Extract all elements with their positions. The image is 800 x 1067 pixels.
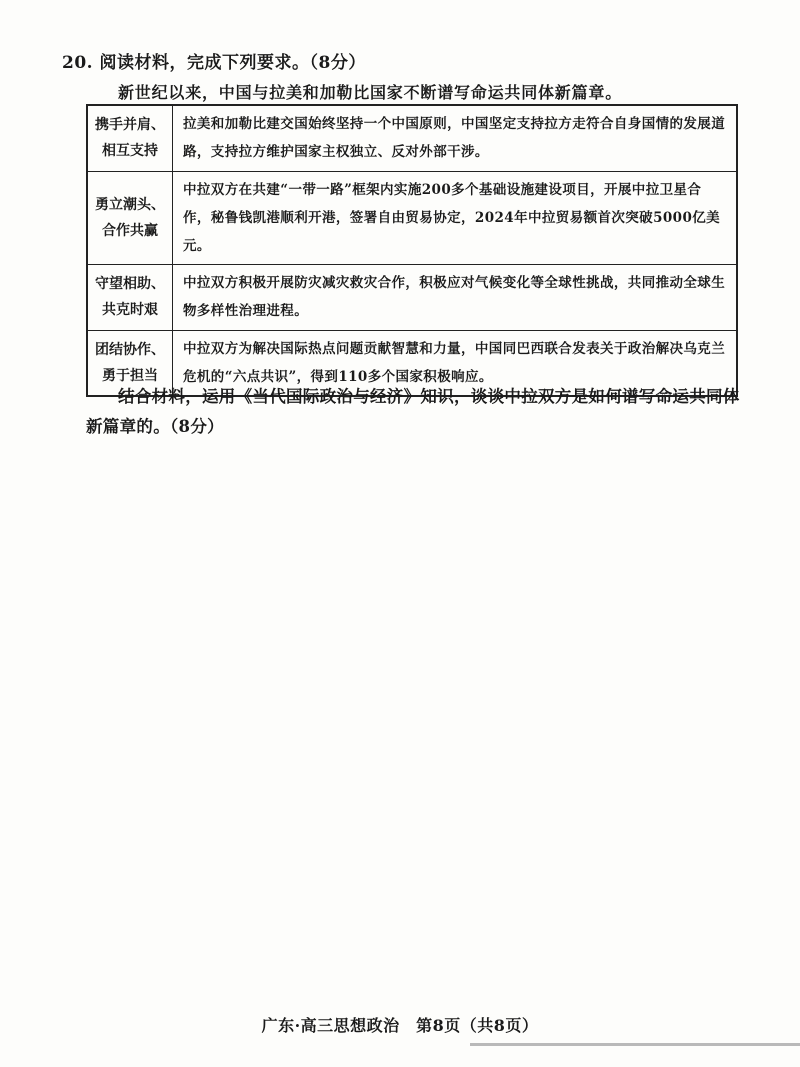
row-label [87,105,173,171]
question-title: 20. 阅读材料，完成下列要求。（8分） [62,53,366,73]
row-content: 中拉双方积极开展防灾减灾救灾合作，积极应对气候变化等全球性挑战，共同推动全球生物多样性治理进程。 [173,264,738,330]
table-row [87,264,737,330]
footer-divider [470,1043,800,1046]
table-row [87,105,737,171]
row-label-line: 合作共赢 [102,222,158,239]
row-content: 中拉双方在共建“一带一路”框架内实施200多个基础设施建设项目，开展中拉卫星合作，秘鲁钱凯港顺利开港，签署自由贸易协定，2024年中拉贸易额首次突破5000亿美元。 [173,171,738,264]
row-content: 中拉双方为解决国际热点问题贡献智慧和力量，中国同巴西联合发表关于政治解决乌克兰危机的“六点共识”，得到110多个国家积极响应。 [173,330,738,396]
row-label-line: 勇于担当 [102,367,158,384]
row-label-line: 团结协作、 [95,341,165,358]
table-row [87,171,737,264]
row-label-line: 共克时艰 [102,302,158,318]
row-label [87,171,173,264]
row-label-line: 相互支持 [102,143,158,160]
row-label-line: 守望相助、 [95,276,165,292]
row-label [87,264,173,330]
row-content: 拉美和加勒比建交国始终坚持一个中国原则，中国坚定支持拉方走符合自身国情的发展道路，支持拉方维护国家主权独立、反对外部干涉。 [173,105,738,171]
material-table [86,104,738,397]
row-label-line: 勇立潮头、 [95,196,165,213]
page-footer: 广东·高三思想政治 第8页（共8页） [261,1016,539,1035]
question-prompt: 结合材料，运用《当代国际政治与经济》知识，谈谈中拉双方是如何谱写命运共同体新篇章的。（8分） [86,387,740,436]
material-intro: 新世纪以来，中国与拉美和加勒比国家不断谱写命运共同体新篇章。 [118,83,623,102]
row-label-line: 携手并肩、 [95,117,165,134]
